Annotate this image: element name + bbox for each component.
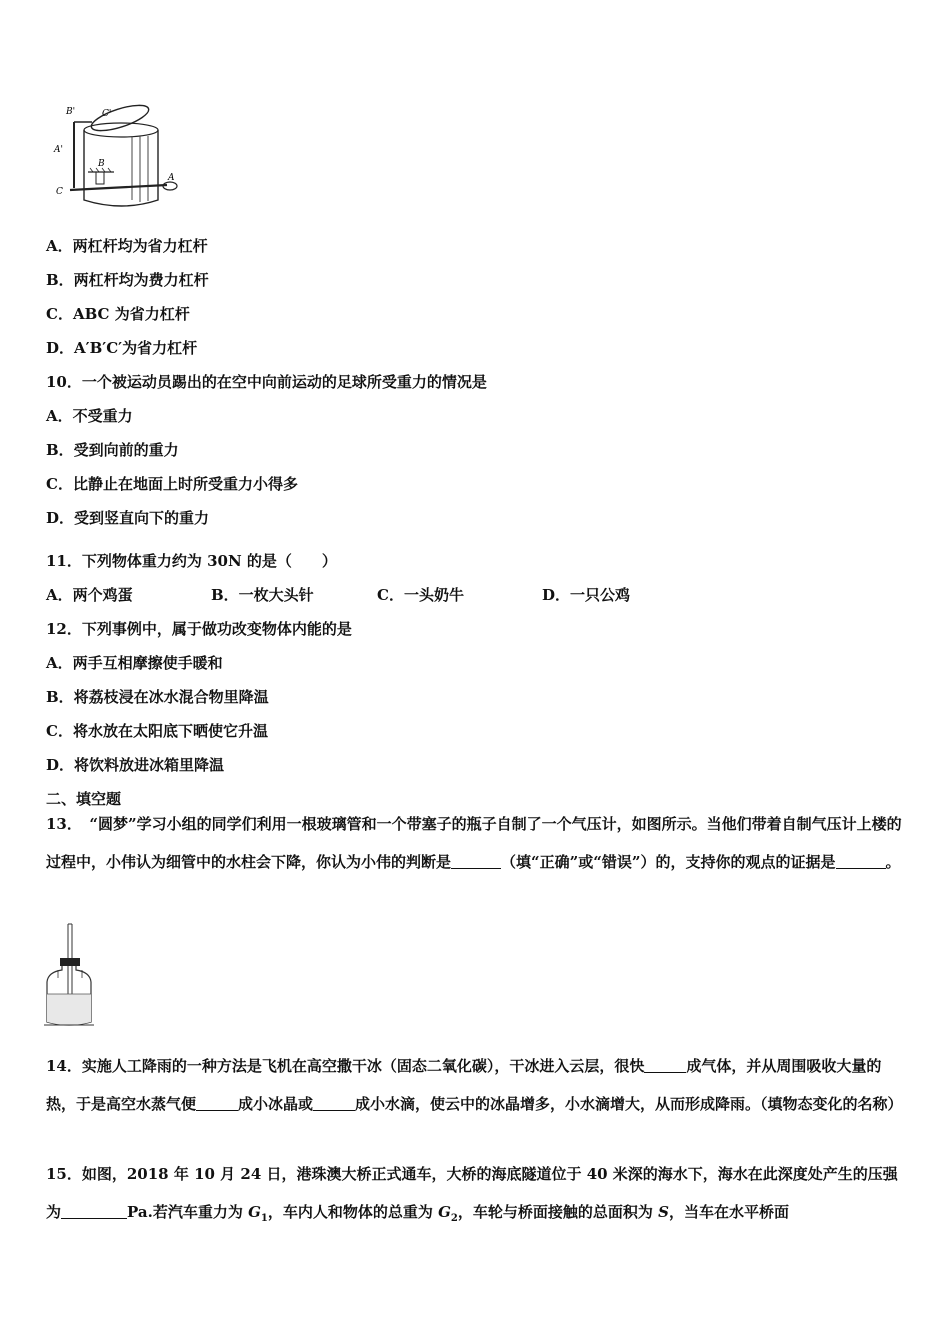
q10-stem: 10．一个被运动员踢出的在空中向前运动的足球所受重力的情况是	[46, 373, 487, 391]
barometer-bottle-diagram	[44, 922, 94, 1028]
q14-part4: 成小水滴，使云中的冰晶增多，小水滴增大，从而形成降雨。（填物态变化的名称）	[355, 1095, 903, 1113]
q13-text	[46, 805, 908, 881]
label-a-prime: A'	[54, 145, 63, 155]
q15-g1-sub: 1	[260, 1213, 268, 1224]
q11-option-b: B．一枚大头针	[211, 586, 314, 604]
q14-blank-2[interactable]	[196, 1094, 238, 1111]
q13-part2: （填“正确”或“错误”）的，支持你的观点的证据是	[501, 853, 836, 871]
q14-blank-1[interactable]	[644, 1056, 686, 1073]
q9-option-d: D．A′B′C′为省力杠杆	[46, 339, 198, 357]
q10-option-d: D．受到竖直向下的重力	[46, 509, 210, 527]
q15-part2: Pa.若汽车重力为	[127, 1203, 249, 1221]
q11-option-c: C．一头奶牛	[377, 586, 464, 604]
q13-part1: 13． “圆梦”学习小组的同学们利用一根玻璃管和一个带塞子的瓶子自制了一个气压计，如图所示。当他们带着自制气压计上楼的过程中，小伟认为细管中的水柱会下降，你认为小伟的判断是	[46, 815, 902, 871]
q12-stem: 12．下列事例中，属于做功改变物体内能的是	[46, 620, 352, 638]
q11-stem: 11．下列物体重力约为 30N 的是（ ）	[46, 552, 337, 570]
q10-option-b: B．受到向前的重力	[46, 441, 179, 459]
label-b: B	[98, 159, 105, 169]
q14-part1: 14．实施人工降雨的一种方法是飞机在高空撒干冰（固态二氧化碳），干冰进入云层，很快	[46, 1057, 645, 1075]
q12-option-b: B．将荔枝浸在冰水混合物里降温	[46, 688, 269, 706]
q11-option-a: A．两个鸡蛋	[46, 586, 133, 604]
label-c: C	[56, 187, 63, 197]
barometer-bottle-figure	[44, 922, 94, 1028]
q12-option-a: A．两手互相摩擦使手暖和	[46, 654, 223, 672]
q12-option-d: D．将饮料放进冰箱里降温	[46, 756, 225, 774]
q11-option-d: D．一只公鸡	[542, 586, 631, 604]
q15-part5: ，当车在水平桥面	[668, 1203, 789, 1221]
lever-trashcan-figure	[52, 100, 182, 218]
q12-option-c: C．将水放在太阳底下晒使它升温	[46, 722, 268, 740]
label-b-prime: B'	[66, 107, 76, 117]
q15-text	[46, 1155, 908, 1238]
q15-blank-1[interactable]	[61, 1202, 127, 1219]
q15-part1: 15．如图，2018 年 10 月 24 日，港珠澳大桥正式通车，大桥的海底隧道位于 40 米深的海水下，海水在此深度处产生的压强为	[46, 1165, 898, 1221]
q9-option-a: A．两杠杆均为省力杠杆	[46, 237, 208, 255]
q10-option-c: C．比静止在地面上时所受重力小得多	[46, 475, 298, 493]
q14-part3: 成小冰晶或	[238, 1095, 314, 1113]
q14-part2: 成气体，并从周围吸收大量的热，于是高空水蒸气便	[46, 1057, 882, 1113]
q15-g1: G	[248, 1203, 261, 1221]
label-c-prime: C'	[102, 109, 112, 119]
q9-option-c: C．ABC 为省力杠杆	[46, 305, 190, 323]
lever-trashcan-diagram	[52, 100, 182, 218]
q15-g2: G	[438, 1203, 451, 1221]
q14-blank-3[interactable]	[313, 1094, 355, 1111]
q9-option-b: B．两杠杆均为费力杠杆	[46, 271, 209, 289]
q15-g2-sub: 2	[450, 1213, 458, 1224]
q15-part4: ，车轮与桥面接触的总面积为	[457, 1203, 659, 1221]
q13-part3: 。	[885, 853, 901, 871]
label-a: A	[168, 173, 175, 183]
q10-option-a: A．不受重力	[46, 407, 133, 425]
q15-s: S	[658, 1203, 669, 1221]
section-title: 二、填空题	[46, 790, 122, 808]
q13-blank-1[interactable]	[451, 852, 501, 869]
q13-blank-2[interactable]	[836, 852, 886, 869]
q15-part3: ，车内人和物体的总重为	[267, 1203, 439, 1221]
q14-text	[46, 1047, 908, 1123]
